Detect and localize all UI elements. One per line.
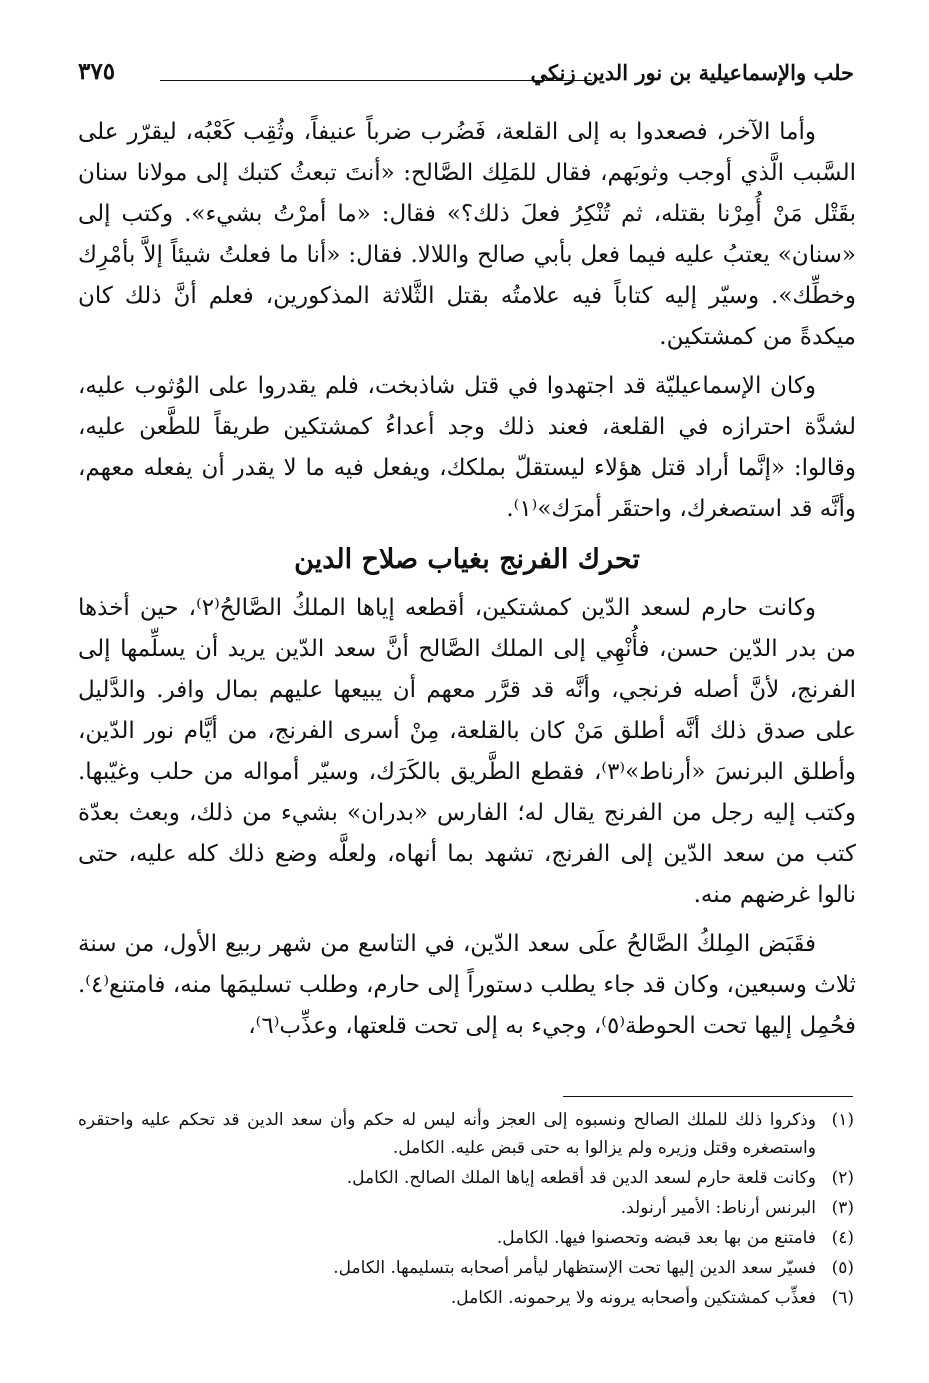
- section-heading: تحرك الفرنج بغياب صلاح الدين: [294, 544, 640, 575]
- main-text: [78, 112, 856, 1047]
- footnote-number: (٣): [831, 1198, 854, 1218]
- footnote-text: فعذِّب كمشتكين وأصحابه يرونه ولا يرحمونه. الكامل.: [450, 1288, 816, 1308]
- header-rule: [160, 80, 592, 81]
- footnote-number: (٦): [831, 1288, 854, 1308]
- paragraph: وكان الإسماعيليّة قد اجتهدوا في قتل شاذبخت، فلم يقدروا على الوُثوب عليه، لشدَّة احترازه في القلعة، فعند ذلك وجد أعداءُ كمشتكين طريقاً للطَّعن عليه، وقالوا: «إنَّما أراد قتل هؤلاء ليستقلّ بملكك، ويفعل فيه ما لا يقدر أن يفعله معهم، وأنَّه قد استصغرك، واحتقَر أمرَك»⁽١⁾.: [78, 373, 856, 522]
- footnotes: [78, 1106, 854, 1314]
- footnote: [78, 1194, 854, 1222]
- footnote: [78, 1106, 854, 1162]
- footnote-text: فامتنع من بها بعد قبضه وتحصنوا فيها. الكامل.: [496, 1228, 816, 1248]
- footnote-text: وكانت قلعة حارم لسعد الدين قد أقطعه إياها الملك الصالح. الكامل.: [346, 1168, 816, 1188]
- paragraph: فقَبَض المِلكُ الصَّالحُ علَى سعد الدّين، في التاسع من شهر ربيع الأول، من سنة ثلاث وسبعين، وكان قد جاء يطلب دستوراً إلى حارم، وطلب تسليمَها منه، فامتنع⁽٤⁾. فحُمِل إليها تحت الحوطة⁽٥⁾، وجيء به إلى تحت قلعتها، وعذِّب⁽٦⁾،: [78, 931, 856, 1039]
- footnote: [78, 1254, 854, 1282]
- paragraph: وأما الآخر، فصعدوا به إلى القلعة، فَضُرب ضرباً عنيفاً، وثُقِب كَعْبُه، ليقرّر على السَّبب الَّذي أوجب وثوبَهم، فقال للمَلِك الصَّالح: «أنتَ تبعثُ كتبك إلى مولانا سنان بقَتْل مَنْ أُمِرْنا بقتله، ثم تُنْكِرُ فعلَ ذلك؟» فقال: «ما أمرْتُ بشيء». وكتب إلى «سنان» يعتبُ عليه فيما فعل بأبي صالح واللالا. فقال: «أنا ما فعلتُ شيئاً إلاَّ بأمْرِك وخطِّك». وسيّر إليه كتاباً فيه علامتُه بقتل الثَّلاثة المذكورين، فعلم أنَّ ذلك كان ميكدةً من كمشتكين.: [78, 119, 856, 350]
- footnote-text: البرنس أرناط: الأمير أرنولد.: [620, 1198, 816, 1218]
- running-header: [78, 58, 854, 94]
- footnote-separator: [563, 1096, 853, 1097]
- footnote-number: (٥): [831, 1258, 854, 1278]
- running-title: حلب والإسماعيلية بن نور الدين زنكي: [530, 60, 854, 85]
- footnote-number: (٢): [831, 1168, 854, 1188]
- footnote-number: (٤): [831, 1228, 854, 1248]
- footnote: [78, 1164, 854, 1192]
- page-number: ٣٧٥: [78, 58, 116, 85]
- footnote: [78, 1224, 854, 1252]
- footnote-text: فسيّر سعد الدين إليها تحت الإستظهار ليأمر أصحابه بتسليمها. الكامل.: [333, 1258, 816, 1278]
- footnote-text: وذكروا ذلك للملك الصالح ونسبوه إلى العجز وأنه ليس له حكم وأن سعد الدين قد تحكم عليه واحتقره واستصغره وقتل وزيره ولم يزالوا به حتى قبض عليه. الكامل.: [78, 1110, 816, 1158]
- paragraph: وكانت حارم لسعد الدّين كمشتكين، أقطعه إياها الملكُ الصَّالحُ⁽٢⁾، حين أخذها من بدر الدّين حسن، فأُنْهِي إلى الملك الصَّالح أنَّ سعد الدّين يريد أن يسلِّمها إلى الفرنج، لأنَّ أصله فرنجي، وأنَّه قد قرَّر معهم أن يبيعها عليهم بمال وافر. والدَّليل على صدق ذلك أنَّه أطلق مَنْ كان بالقلعة، مِنْ أسرى الفرنج، من أيَّام نور الدّين، وأطلق البرنسَ «أرناط»⁽٣⁾، فقطع الطَّريق بالكَرَك، وسيّر أمواله من حلب وغيّبها. وكتب إليه رجل من الفرنج يقال له؛ الفارس «بدران» بشيء من ذلك، وبعث بعدّة كتب من سعد الدّين إلى الفرنج، تشهد بما أنهاه، ولعلَّه وضع ذلك كله عليه، حتى نالوا غرضهم منه.: [78, 595, 856, 908]
- footnote-number: (١): [831, 1110, 854, 1130]
- footnote: [78, 1284, 854, 1312]
